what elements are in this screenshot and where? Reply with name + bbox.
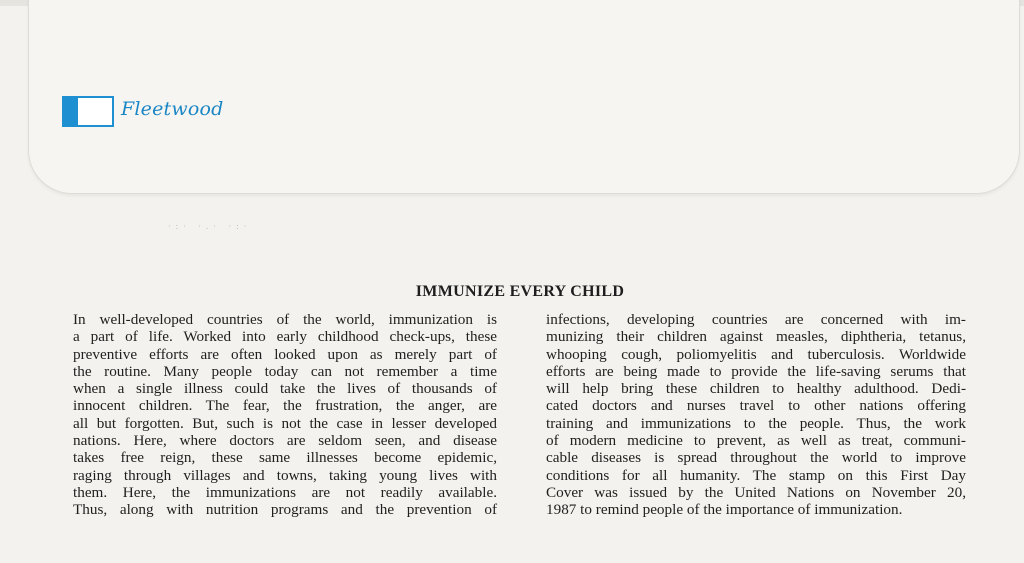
fleetwood-logo-icon (62, 96, 114, 127)
text-line: training and immunizations to the people. Thus, the work (546, 414, 966, 432)
text-line: whooping cough, poliomyelitis and tuberculosis. Worldwide (546, 345, 966, 363)
text-line: Cover was issued by the United Nations on November 20, (546, 483, 966, 501)
text-line: a part of life. Worked into early childhood check-ups, these (73, 328, 497, 346)
text-line: nations. Here, where doctors are seldom seen, and disease (73, 432, 497, 450)
text-line: the routine. Many people today can not remember a time (73, 362, 497, 380)
text-column-left (73, 311, 497, 519)
text-line: cable diseases is spread throughout the world to improve (546, 449, 966, 467)
text-line: cated doctors and nurses travel to other nations offering (546, 397, 966, 415)
logo-blue-block (64, 98, 78, 125)
page-title: IMMUNIZE EVERY CHILD (415, 283, 625, 300)
text-line: of modern medicine to prevent, as well as treat, communi- (546, 432, 966, 450)
text-line: conditions for all humanity. The stamp on this First Day (546, 466, 966, 484)
text-line: Thus, along with nutrition programs and the prevention of (73, 501, 497, 519)
text-line: munizing their children against measles, diphtheria, tetanus, (546, 328, 966, 346)
envelope-flap (28, 0, 1020, 194)
text-line: will help bring these children to healthy adulthood. Dedi- (546, 380, 966, 398)
text-column-right (546, 311, 966, 519)
text-line: infections, developing countries are concerned with im- (546, 311, 966, 328)
text-line: raging through villages and towns, taking young lives with (73, 466, 497, 484)
text-line: all but forgotten. But, such is not the case in lesser developed (73, 414, 497, 432)
brand-name: Fleetwood (121, 98, 224, 120)
text-line: In well-developed countries of the world, immunization is (73, 311, 497, 328)
text-line: when a single illness could take the lives of thousands of (73, 380, 497, 398)
text-line: efforts are being made to provide the life-saving serums that (546, 362, 966, 380)
paper-specks: ·:· ·.· ·:· (168, 222, 252, 231)
text-line: them. Here, the immunizations are not readily available. (73, 483, 497, 501)
text-line: takes free reign, these same illnesses become epidemic, (73, 449, 497, 467)
text-line: 1987 to remind people of the importance of immunization. (546, 501, 903, 519)
text-line: innocent children. The fear, the frustration, the anger, are (73, 397, 497, 415)
text-line: preventive efforts are often looked upon as merely part of (73, 345, 497, 363)
